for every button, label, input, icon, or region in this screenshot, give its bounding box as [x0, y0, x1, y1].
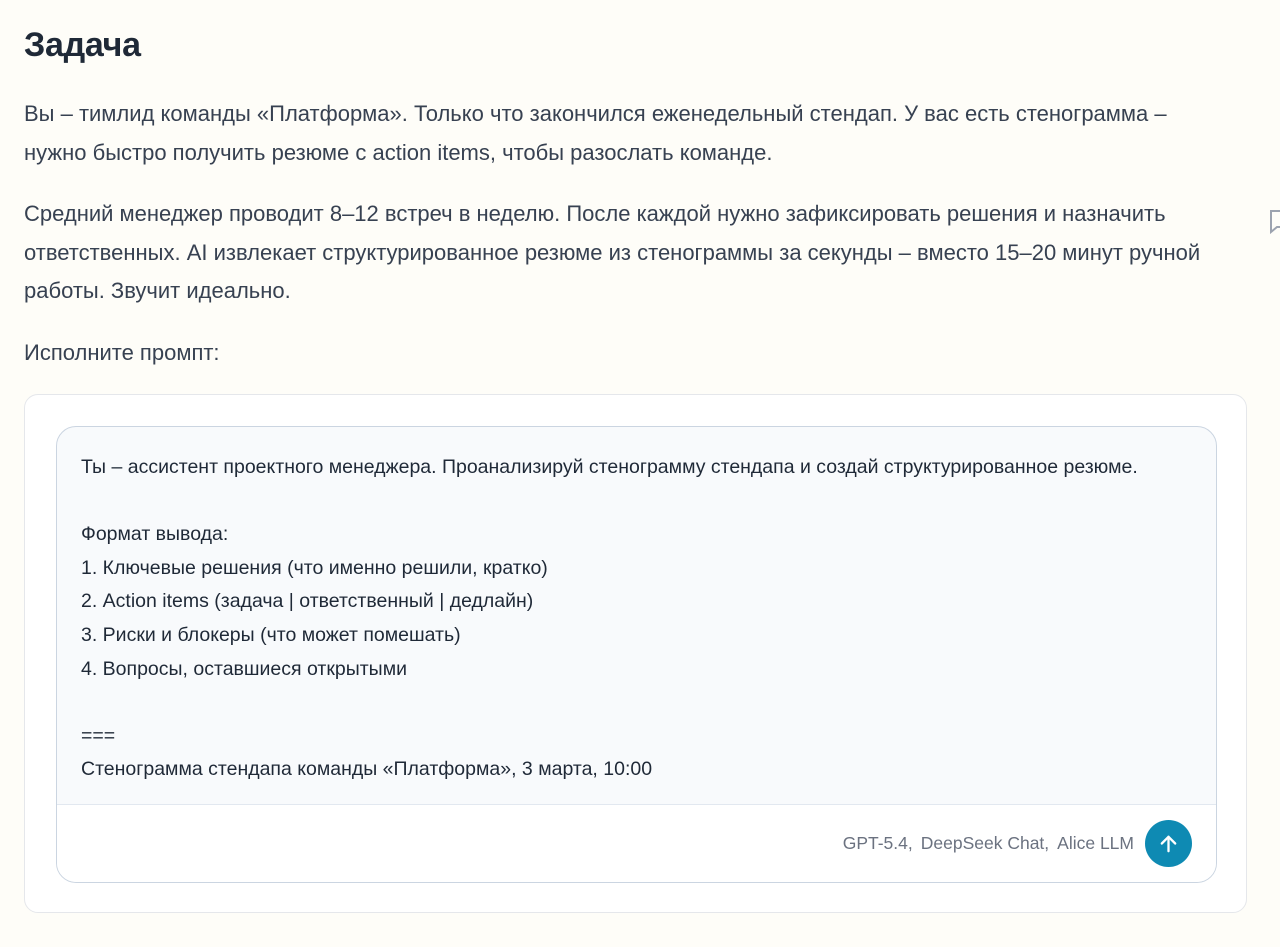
- prompt-footer: [57, 804, 1216, 883]
- arrow-up-icon: [1157, 832, 1180, 855]
- model-label: DeepSeek Chat,: [920, 833, 1050, 853]
- task-context: Средний менеджер проводит 8–12 встреч в неделю. После каждой нужно зафиксировать решения и назначить ответственных. AI извлекает структурированное резюме из стенограммы за секунды – вместо 15–20 минут ручной работы. Звучит идеально.: [24, 201, 1201, 303]
- task-description: Вы – тимлид команды «Платформа». Только что закончился еженедельный стендап. У вас есть стенограмма – нужно быстро получить резюме с action items, чтобы разослать команде.: [24, 101, 1167, 165]
- model-list: [843, 833, 1134, 854]
- model-label: GPT-5.4,: [842, 833, 913, 853]
- task-instruction: Исполните промпт:: [24, 340, 220, 365]
- send-button[interactable]: [1145, 820, 1192, 867]
- prompt-textarea[interactable]: Ты – ассистент проектного менеджера. Проанализируй стенограмму стендапа и создай структурированное резюме. Формат вывода: 1. Ключевые решения (что именно решили, кратко) 2. Action items (задача | ответственный | дедлайн) 3. Риски и блокеры (что может помешать) 4. Вопросы, оставшиеся открытыми === Стенограмма стендапа команды «Платформа», 3 марта, 10:00: [81, 456, 1138, 781]
- model-label: Alice LLM: [1057, 833, 1134, 853]
- page-title: Задача: [24, 26, 141, 64]
- prompt-editor: [56, 426, 1217, 883]
- prompt-card: [24, 394, 1247, 913]
- comment-icon[interactable]: [1268, 207, 1280, 235]
